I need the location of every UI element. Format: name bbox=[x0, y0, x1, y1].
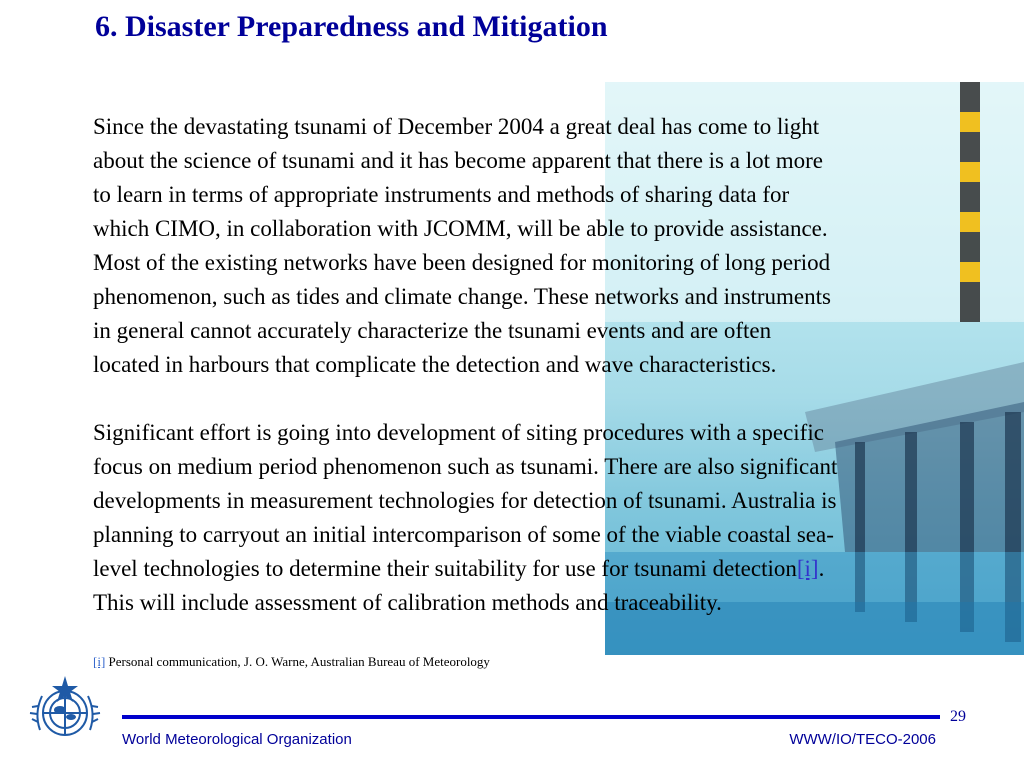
text-line: Most of the existing networks have been designed for monitoring of long period bbox=[93, 250, 831, 275]
text-line: which CIMO, in collaboration with JCOMM, will be able to provide assistance. bbox=[93, 216, 828, 241]
text-line: level technologies to determine their suitability for use for tsunami detection bbox=[93, 556, 797, 581]
text-line: phenomenon, such as tides and climate change. These networks and instruments bbox=[93, 284, 831, 309]
text-line: focus on medium period phenomenon such as tsunami. There are also significant bbox=[93, 454, 838, 479]
slide-body bbox=[93, 110, 1013, 620]
text-line: planning to carryout an initial intercomparison of some of the viable coastal sea- bbox=[93, 522, 834, 547]
text-line: Since the devastating tsunami of December 2004 a great deal has come to light bbox=[93, 114, 820, 139]
footer-organization: World Meteorological Organization bbox=[122, 731, 352, 748]
text-line: Significant effort is going into development of siting procedures with a specific bbox=[93, 420, 824, 445]
page-number: 29 bbox=[950, 708, 966, 725]
footnote-reference-link[interactable]: [i] bbox=[796, 556, 819, 581]
text-line: located in harbours that complicate the detection and wave characteristics. bbox=[93, 352, 777, 377]
footnote bbox=[93, 654, 490, 670]
footer-divider bbox=[122, 715, 940, 719]
text-line: about the science of tsunami and it has become apparent that there is a lot more bbox=[93, 148, 823, 173]
paragraph-1 bbox=[93, 110, 1013, 382]
paragraph-2 bbox=[93, 416, 1013, 620]
slide-title: 6. Disaster Preparedness and Mitigation bbox=[95, 10, 608, 43]
text-line: in general cannot accurately characterize the tsunami events and are often bbox=[93, 318, 772, 343]
footnote-text: Personal communication, J. O. Warne, Australian Bureau of Meteorology bbox=[105, 654, 490, 669]
footnote-anchor-link[interactable]: [i] bbox=[93, 654, 106, 669]
wmo-logo-icon bbox=[24, 672, 106, 754]
text-line: developments in measurement technologies for detection of tsunami. Australia is bbox=[93, 488, 837, 513]
text-line: This will include assessment of calibration methods and traceability. bbox=[93, 590, 722, 615]
text-line: to learn in terms of appropriate instruments and methods of sharing data for bbox=[93, 182, 790, 207]
sentence-end: . bbox=[818, 556, 825, 581]
footer-document-reference: WWW/IO/TECO-2006 bbox=[789, 731, 936, 748]
